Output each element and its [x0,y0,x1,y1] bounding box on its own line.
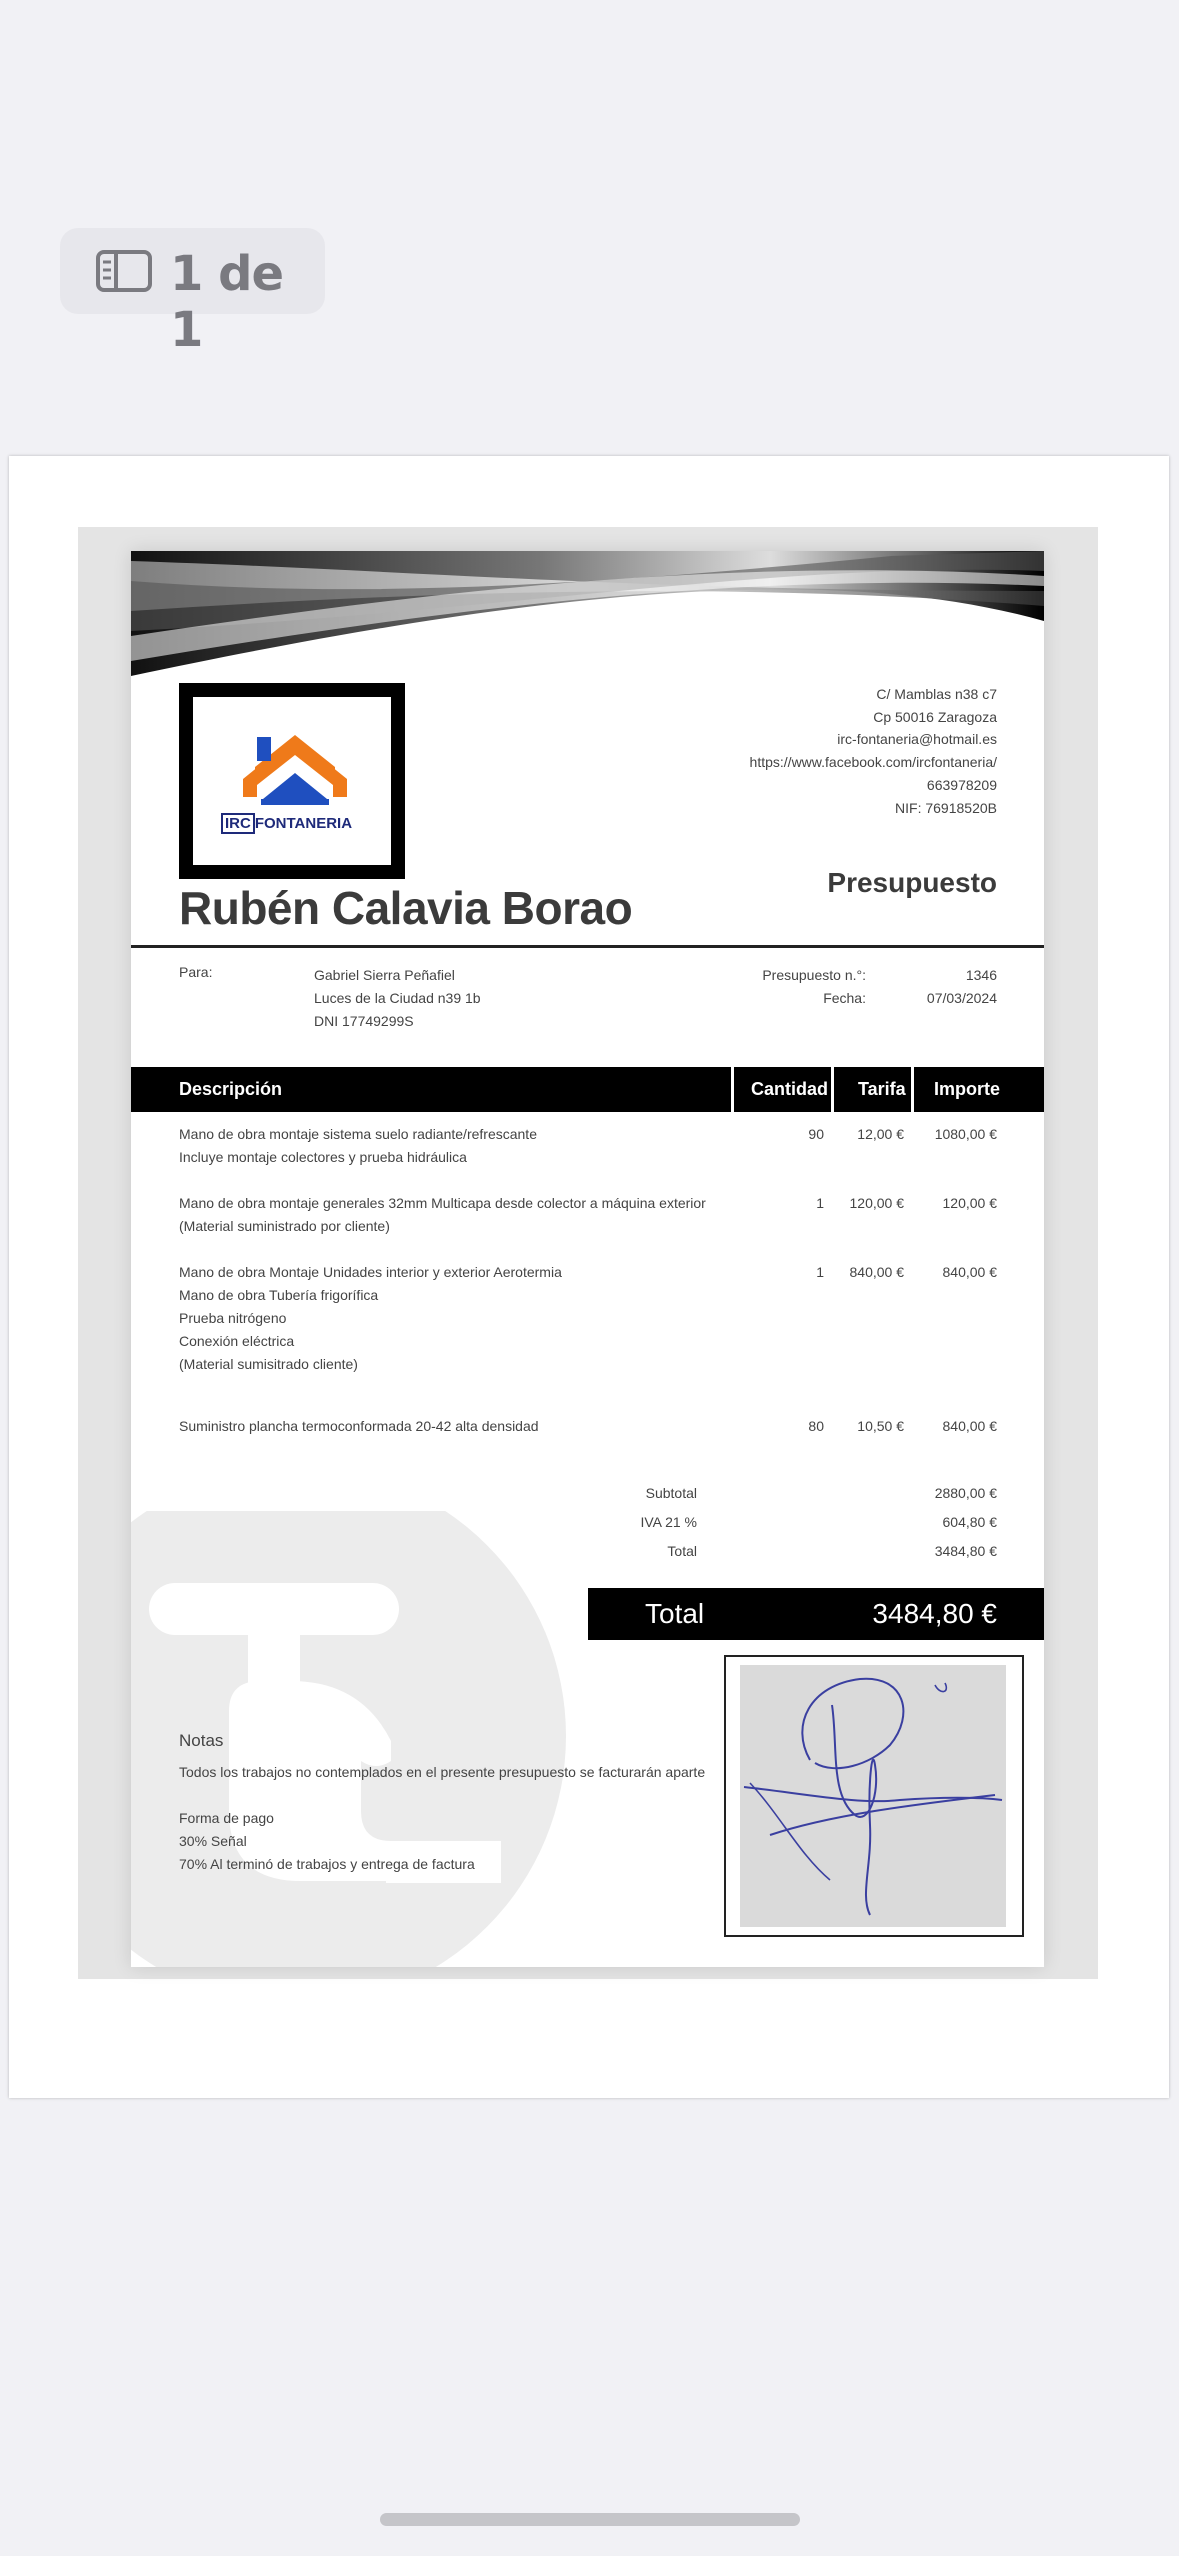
page-indicator[interactable] [60,228,325,358]
home-indicator[interactable] [380,2513,800,2526]
row-rate: 10,50 € [857,1418,904,1434]
quote-document[interactable] [131,551,1044,1967]
row-amount: 840,00 € [942,1264,997,1280]
quote-date: 07/03/2024 [926,990,997,1006]
company-address [750,683,997,819]
notes-block [179,1761,705,1876]
recipient-block [314,964,481,1033]
row-amount: 840,00 € [942,1418,997,1434]
address-line: Cp 50016 Zaragoza [873,708,997,725]
row-desc-line: Mano de obra montaje generales 32mm Multicapa desde colector a máquina exterior [179,1195,706,1211]
notes-line: Forma de pago [179,1810,274,1826]
notes-title: Notas [179,1731,224,1750]
quote-number-label: Presupuesto n.°: [762,967,866,983]
row-desc-line: Suministro plancha termoconformada 20-42 alta densidad [179,1418,539,1434]
phone-number: 663978209 [926,776,997,793]
row-desc-line: Mano de obra Tubería frigorífica [179,1287,379,1303]
meta-labels [731,964,866,1010]
header-swoosh [131,551,1044,681]
signature-box [724,1655,1024,1937]
address-line: C/ Mamblas n38 c7 [876,686,997,702]
recipient-address: Luces de la Ciudad n39 1b [314,990,481,1006]
meta-values [927,964,997,1010]
tax-label: IVA 21 % [640,1514,697,1530]
tax-value: 604,80 € [942,1514,997,1530]
subtotal-label: Subtotal [645,1485,697,1501]
grand-total-label: Total [645,1598,705,1629]
total-label: Total [667,1543,697,1559]
row-desc-line: Mano de obra montaje sistema suelo radiante/refrescante [179,1126,537,1142]
sidebar-icon [96,250,152,292]
row-amount: 120,00 € [942,1195,997,1211]
col-rate: Tarifa [858,1079,906,1099]
date-label: Fecha: [823,990,866,1006]
notes-line: 30% Señal [179,1833,247,1849]
facebook-link[interactable]: https://www.facebook.com/ircfontaneria/ [749,754,997,771]
subtotal-value: 2880,00 € [934,1485,997,1501]
company-name: Rubén Calavia Borao [179,882,633,934]
notes-line: 70% Al terminó de trabajos y entrega de factura [179,1856,475,1872]
grand-total-bar [588,1588,1044,1640]
total-value: 3484,80 € [934,1543,997,1559]
col-description: Descripción [179,1079,283,1099]
notes-line: Todos los trabajos no contemplados en el presente presupuesto se facturarán aparte [179,1764,706,1780]
row-amount: 1080,00 € [934,1126,997,1142]
quote-number: 1346 [965,967,997,983]
col-amount: Importe [934,1079,1001,1099]
row-rate: 840,00 € [849,1264,904,1280]
recipient-label: Para: [179,964,213,980]
row-quantity: 80 [808,1418,824,1434]
house-logo-icon [193,697,391,865]
signature-icon [740,1665,1006,1927]
page-indicator-text: 1 de 1 [170,246,284,358]
document-type: Presupuesto [827,867,997,898]
row-rate: 12,00 € [857,1126,904,1142]
col-quantity: Cantidad [751,1079,829,1099]
email-link[interactable]: irc-fontaneria@hotmail.es [837,731,997,748]
row-rate: 120,00 € [849,1195,904,1211]
row-desc-line: Mano de obra Montaje Unidades interior y exterior Aerotermia [179,1264,562,1280]
row-quantity: 90 [808,1126,824,1142]
recipient-id: DNI 17749299S [314,1013,414,1029]
table-header [131,1067,1044,1112]
row-desc-line: (Material suministrado por cliente) [179,1218,390,1234]
row-desc-line: Incluye montaje colectores y prueba hidráulica [179,1149,467,1165]
row-desc-line: (Material sumisitrado cliente) [179,1356,358,1372]
tax-id: NIF: 76918520B [895,799,997,816]
row-quantity: 1 [816,1264,824,1280]
logo-prefix: IRC [221,813,255,834]
logo-name: FONTANERIA [254,815,353,832]
signature-image [740,1665,1006,1927]
row-quantity: 1 [816,1195,824,1211]
row-desc-line: Conexión eléctrica [179,1333,295,1349]
row-desc-line: Prueba nitrógeno [179,1310,287,1326]
header-divider [131,945,1044,948]
recipient-name: Gabriel Sierra Peñafiel [314,967,455,983]
company-logo [179,683,405,879]
grand-total-value: 3484,80 € [872,1598,997,1629]
